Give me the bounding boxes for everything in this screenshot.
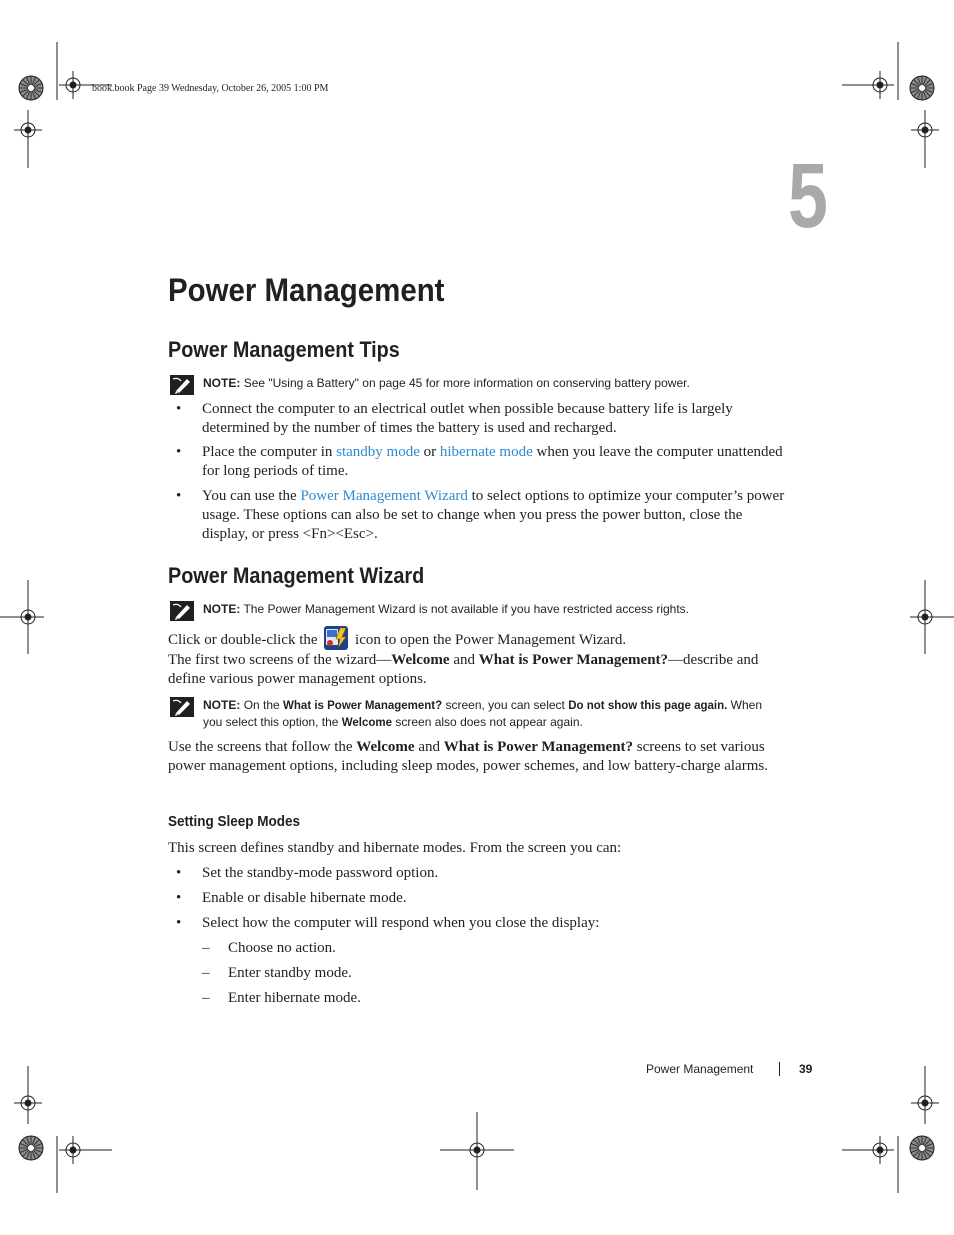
paragraph-sleep-intro: This screen defines standby and hibernate modes. From the screen you can: [168,840,622,856]
note-label: NOTE: [203,698,241,712]
bullet-text: Select how the computer will respond when you close the display: [202,915,600,931]
note-do-not-show [170,697,790,731]
text-run: Use the screens that follow the [168,739,357,755]
bullet-text [202,443,792,481]
text-run: to select options to optimize your computer’s power usage. These options can also be set to change when you press the power button, close the display, or press <Fn><Esc>. [202,488,785,542]
text-run: screens to set various power management options, including sleep modes, power schemes, and low battery-charge alarms. [168,739,768,774]
text-run: and [414,739,444,755]
starburst-mark-icon [910,1136,934,1160]
chapter-number: 5 [788,145,827,247]
note-battery [170,375,790,391]
power-wizard-icon[interactable] [324,626,348,650]
text-run: You can use the [202,488,301,504]
footer-section-title: Power Management [646,1062,754,1076]
bullet-marker: • [176,488,182,504]
text-run: When [727,698,763,712]
text-run: and [449,652,479,668]
ui-term: Welcome [356,739,415,755]
text-run: On the [243,698,284,712]
paragraph-wizard-screens [168,651,788,689]
power-management-wizard-link[interactable]: Power Management Wizard [300,488,468,504]
hibernate-mode-link[interactable]: hibernate mode [439,444,533,460]
bullet-text [202,487,792,544]
sub-list-text: Enter hibernate mode. [228,990,361,1006]
note-label: NOTE: [203,602,241,616]
starburst-mark-icon [19,1136,43,1160]
section-heading-wizard: Power Management Wizard [168,563,425,588]
text-run: Place the computer in [202,444,337,460]
text-run: —describe and define various power management options. [168,652,759,687]
bullet-marker: • [176,865,182,881]
ui-term: Do not show this page again. [568,700,728,712]
sub-list-text: Choose no action. [228,940,336,956]
dash-marker: – [202,990,210,1006]
ui-term: What is Power Management? [478,652,669,668]
starburst-mark-icon [910,76,934,100]
text-run: when you leave the computer unattended for long periods of time. [202,444,783,479]
ui-term: What is Power Management? [283,700,443,712]
text-run: The first two screens of the wizard— [168,652,392,668]
bullet-marker: • [176,915,182,931]
starburst-mark-icon [19,76,43,100]
text-run: or [419,444,440,460]
note-pencil-icon [170,697,194,717]
ui-term: Welcome [391,652,450,668]
note-text: The Power Management Wizard is not available if you have restricted access rights. [243,602,690,616]
bullet-marker: • [176,444,182,460]
standby-mode-link[interactable]: standby mode [336,444,420,460]
text-run: screen, you can select [442,698,569,712]
footer-divider [779,1062,780,1076]
dash-marker: – [202,940,210,956]
text-run: you select this option, the [203,715,342,729]
ui-term: What is Power Management? [443,739,634,755]
bullet-text: Connect the computer to an electrical outlet when possible because battery life is largely determined by the number of times the battery is used and recharged. [202,401,733,436]
dash-marker: – [202,965,210,981]
bullet-text: Set the standby-mode password option. [202,865,439,881]
ui-term: Welcome [341,717,393,729]
text-run: Click or double-click the [168,632,318,648]
paragraph-open-wizard [168,626,788,650]
bullet-marker: • [176,401,182,417]
note-label: NOTE: [203,376,241,390]
footer-page-number: 39 [799,1062,813,1076]
section-heading-tips: Power Management Tips [168,337,400,362]
print-header-stamp: book.book Page 39 Wednesday, October 26, 2005 1:00 PM [92,83,329,94]
note-access-rights [170,601,790,617]
note-text: See "Using a Battery" on page 45 for more information on conserving battery power. [243,376,690,390]
sub-list-text: Enter standby mode. [228,965,352,981]
note-pencil-icon [170,375,194,395]
paragraph-following-screens [168,738,788,776]
bullet-marker: • [176,890,182,906]
note-pencil-icon [170,601,194,621]
bullet-text: Enable or disable hibernate mode. [202,890,407,906]
text-run: screen also does not appear again. [392,715,583,729]
subsection-heading-sleep-modes: Setting Sleep Modes [168,813,301,830]
text-run: icon to open the Power Management Wizard. [355,632,627,648]
chapter-title: Power Management [168,272,445,308]
